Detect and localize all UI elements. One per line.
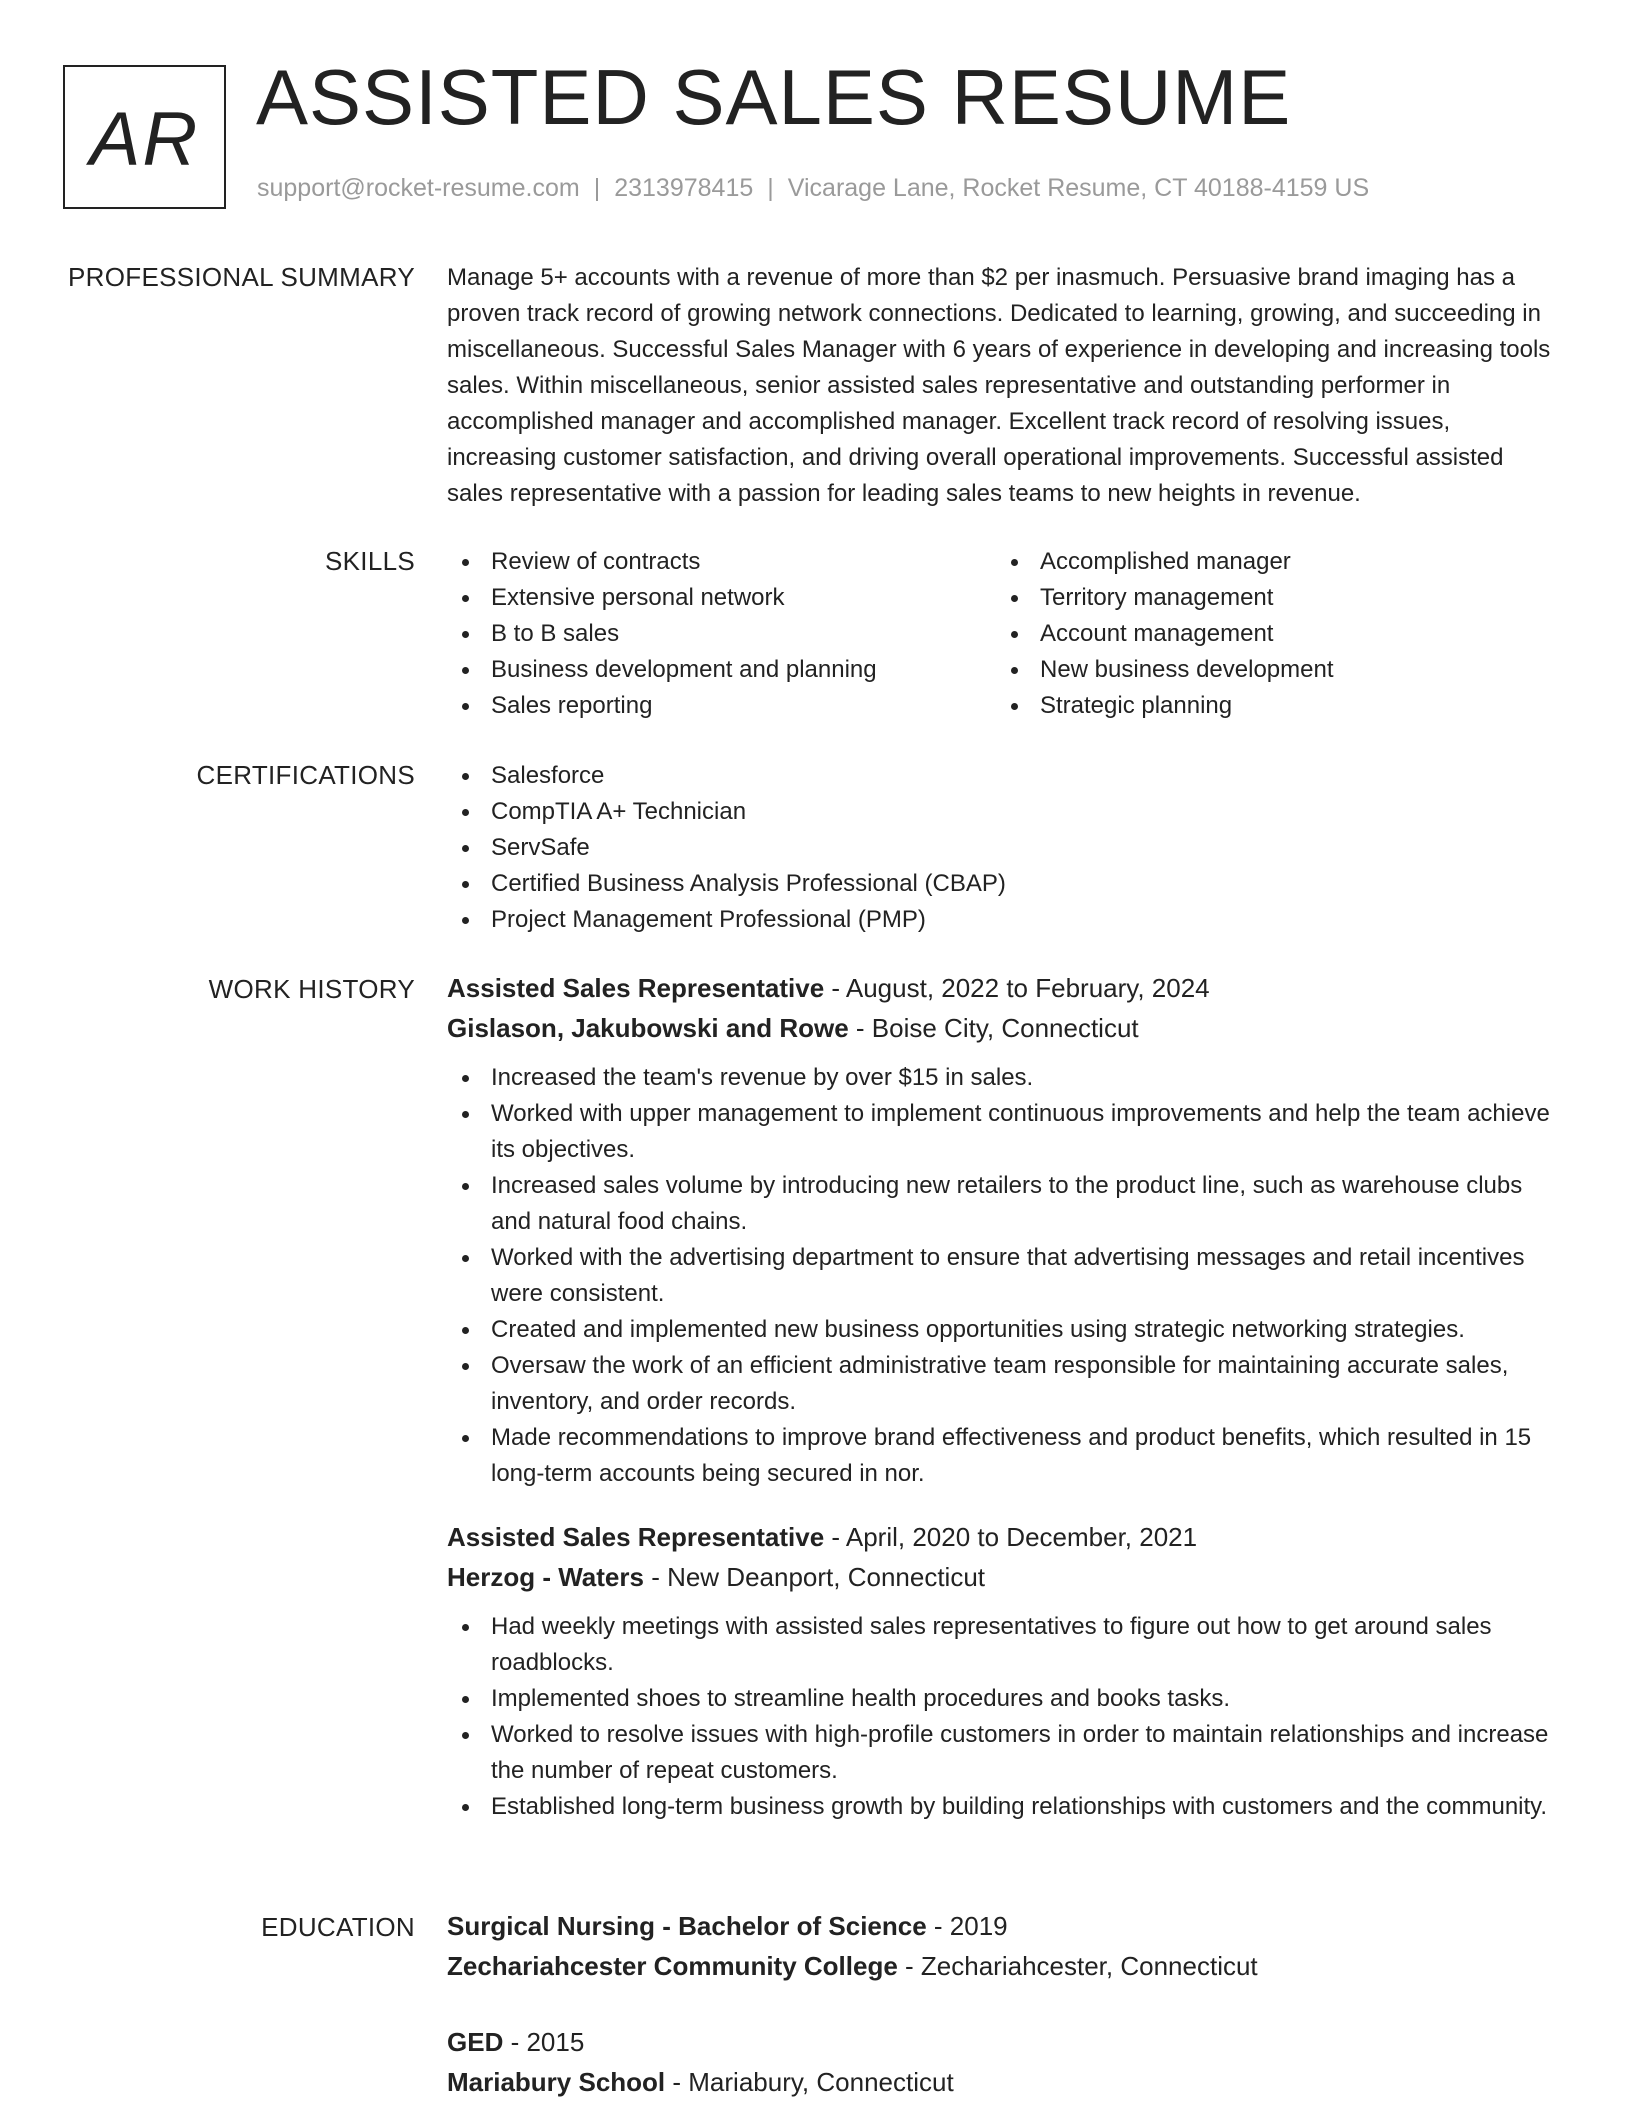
education-entry bbox=[447, 1906, 1562, 1986]
contact-email[interactable]: support@rocket-resume.com bbox=[257, 174, 580, 202]
education-entry bbox=[447, 2022, 1562, 2102]
contact-separator: | bbox=[767, 174, 774, 202]
contact-address: Vicarage Lane, Rocket Resume, CT 40188-4159 US bbox=[787, 174, 1370, 202]
list-item: ServSafe bbox=[447, 830, 1562, 866]
section-label-skills: SKILLS bbox=[325, 546, 415, 576]
list-item: Extensive personal network bbox=[447, 580, 996, 616]
education-school: Zechariahcester Community College - Zechariahcester, Connecticut bbox=[447, 1951, 1258, 1981]
list-item: Increased the team's revenue by over $15 in sales. bbox=[447, 1060, 1562, 1096]
list-item: Accomplished manager bbox=[996, 544, 1545, 580]
job-company: Herzog - Waters - New Deanport, Connecticut bbox=[447, 1562, 986, 1592]
list-item: Established long-term business growth by building relationships with customers and the community. bbox=[447, 1789, 1562, 1825]
contact-separator: | bbox=[593, 174, 601, 202]
list-item: Made recommendations to improve brand effectiveness and product benefits, which resulted in 15 long-term accounts being secured in nor. bbox=[447, 1420, 1562, 1492]
list-item: Oversaw the work of an efficient administrative team responsible for maintaining accurate sales, inventory, and order records. bbox=[447, 1348, 1562, 1420]
skills-list-left bbox=[447, 544, 996, 724]
list-item: Increased sales volume by introducing new retailers to the product line, such as warehouse clubs and natural food chains. bbox=[447, 1168, 1562, 1240]
contact-phone[interactable]: 2313978415 bbox=[614, 174, 754, 202]
list-item: Implemented shoes to streamline health procedures and books tasks. bbox=[447, 1681, 1562, 1717]
certifications-body bbox=[447, 758, 1562, 938]
list-item: CompTIA A+ Technician bbox=[447, 794, 1562, 830]
list-item: Business development and planning bbox=[447, 652, 996, 688]
list-item: Had weekly meetings with assisted sales representatives to figure out how to get around sales roadblocks. bbox=[447, 1609, 1562, 1681]
job-bullets bbox=[447, 1609, 1562, 1825]
list-item: Worked with the advertising department to ensure that advertising messages and retail incentives were consistent. bbox=[447, 1240, 1562, 1312]
list-item: Certified Business Analysis Professional (CBAP) bbox=[447, 866, 1562, 902]
job-title: Assisted Sales Representative - August, 2022 to February, 2024 bbox=[447, 973, 1210, 1003]
education-degree: GED - 2015 bbox=[447, 2027, 585, 2057]
list-item: B to B sales bbox=[447, 616, 996, 652]
education-school: Mariabury School - Mariabury, Connecticut bbox=[447, 2067, 954, 2097]
resume-title: ASSISTED SALES RESUME bbox=[256, 53, 1292, 141]
skills-columns bbox=[447, 544, 1562, 724]
job-company: Gislason, Jakubowski and Rowe - Boise City, Connecticut bbox=[447, 1013, 1139, 1043]
monogram-initials: AR bbox=[89, 96, 200, 182]
section-label-education: EDUCATION bbox=[261, 1912, 415, 1942]
skills-list-right bbox=[996, 544, 1545, 724]
section-label-summary: PROFESSIONAL SUMMARY bbox=[68, 262, 415, 292]
education-degree: Surgical Nursing - Bachelor of Science - 2019 bbox=[447, 1911, 1008, 1941]
job-title: Assisted Sales Representative - April, 2020 to December, 2021 bbox=[447, 1522, 1198, 1552]
list-item: Account management bbox=[996, 616, 1545, 652]
list-item: Salesforce bbox=[447, 758, 1562, 794]
list-item: New business development bbox=[996, 652, 1545, 688]
certifications-list bbox=[447, 758, 1562, 938]
job-entry bbox=[447, 968, 1562, 1492]
list-item: Worked with upper management to implement continuous improvements and help the team achieve its objectives. bbox=[447, 1096, 1562, 1168]
list-item: Strategic planning bbox=[996, 688, 1545, 724]
job-entry bbox=[447, 1517, 1562, 1825]
list-item: Created and implemented new business opportunities using strategic networking strategies. bbox=[447, 1312, 1562, 1348]
list-item: Project Management Professional (PMP) bbox=[447, 902, 1562, 938]
summary-text: Manage 5+ accounts with a revenue of more than $2 per inasmuch. Persuasive brand imaging has a proven track record of growing network connections. Dedicated to learning, growing, and succeeding in miscellaneous. Successful Sales Manager with 6 years of experience in developing and increasing tools sales. Within miscellaneous, senior assisted sales representative and outstanding performer in accomplished manager and accomplished manager. Excellent track record of resolving issues, increasing customer satisfaction, and driving overall operational improvements. Successful assisted sales representative with a passion for leading sales teams to new heights in revenue. bbox=[447, 264, 1551, 507]
monogram-badge bbox=[63, 65, 226, 209]
list-item: Territory management bbox=[996, 580, 1545, 616]
section-label-work-history: WORK HISTORY bbox=[208, 974, 415, 1004]
job-bullets bbox=[447, 1060, 1562, 1492]
list-item: Worked to resolve issues with high-profile customers in order to maintain relationships and increase the number of repeat customers. bbox=[447, 1717, 1562, 1789]
list-item: Review of contracts bbox=[447, 544, 996, 580]
list-item: Sales reporting bbox=[447, 688, 996, 724]
contact-line bbox=[257, 174, 1369, 203]
section-label-certifications: CERTIFICATIONS bbox=[196, 760, 415, 790]
